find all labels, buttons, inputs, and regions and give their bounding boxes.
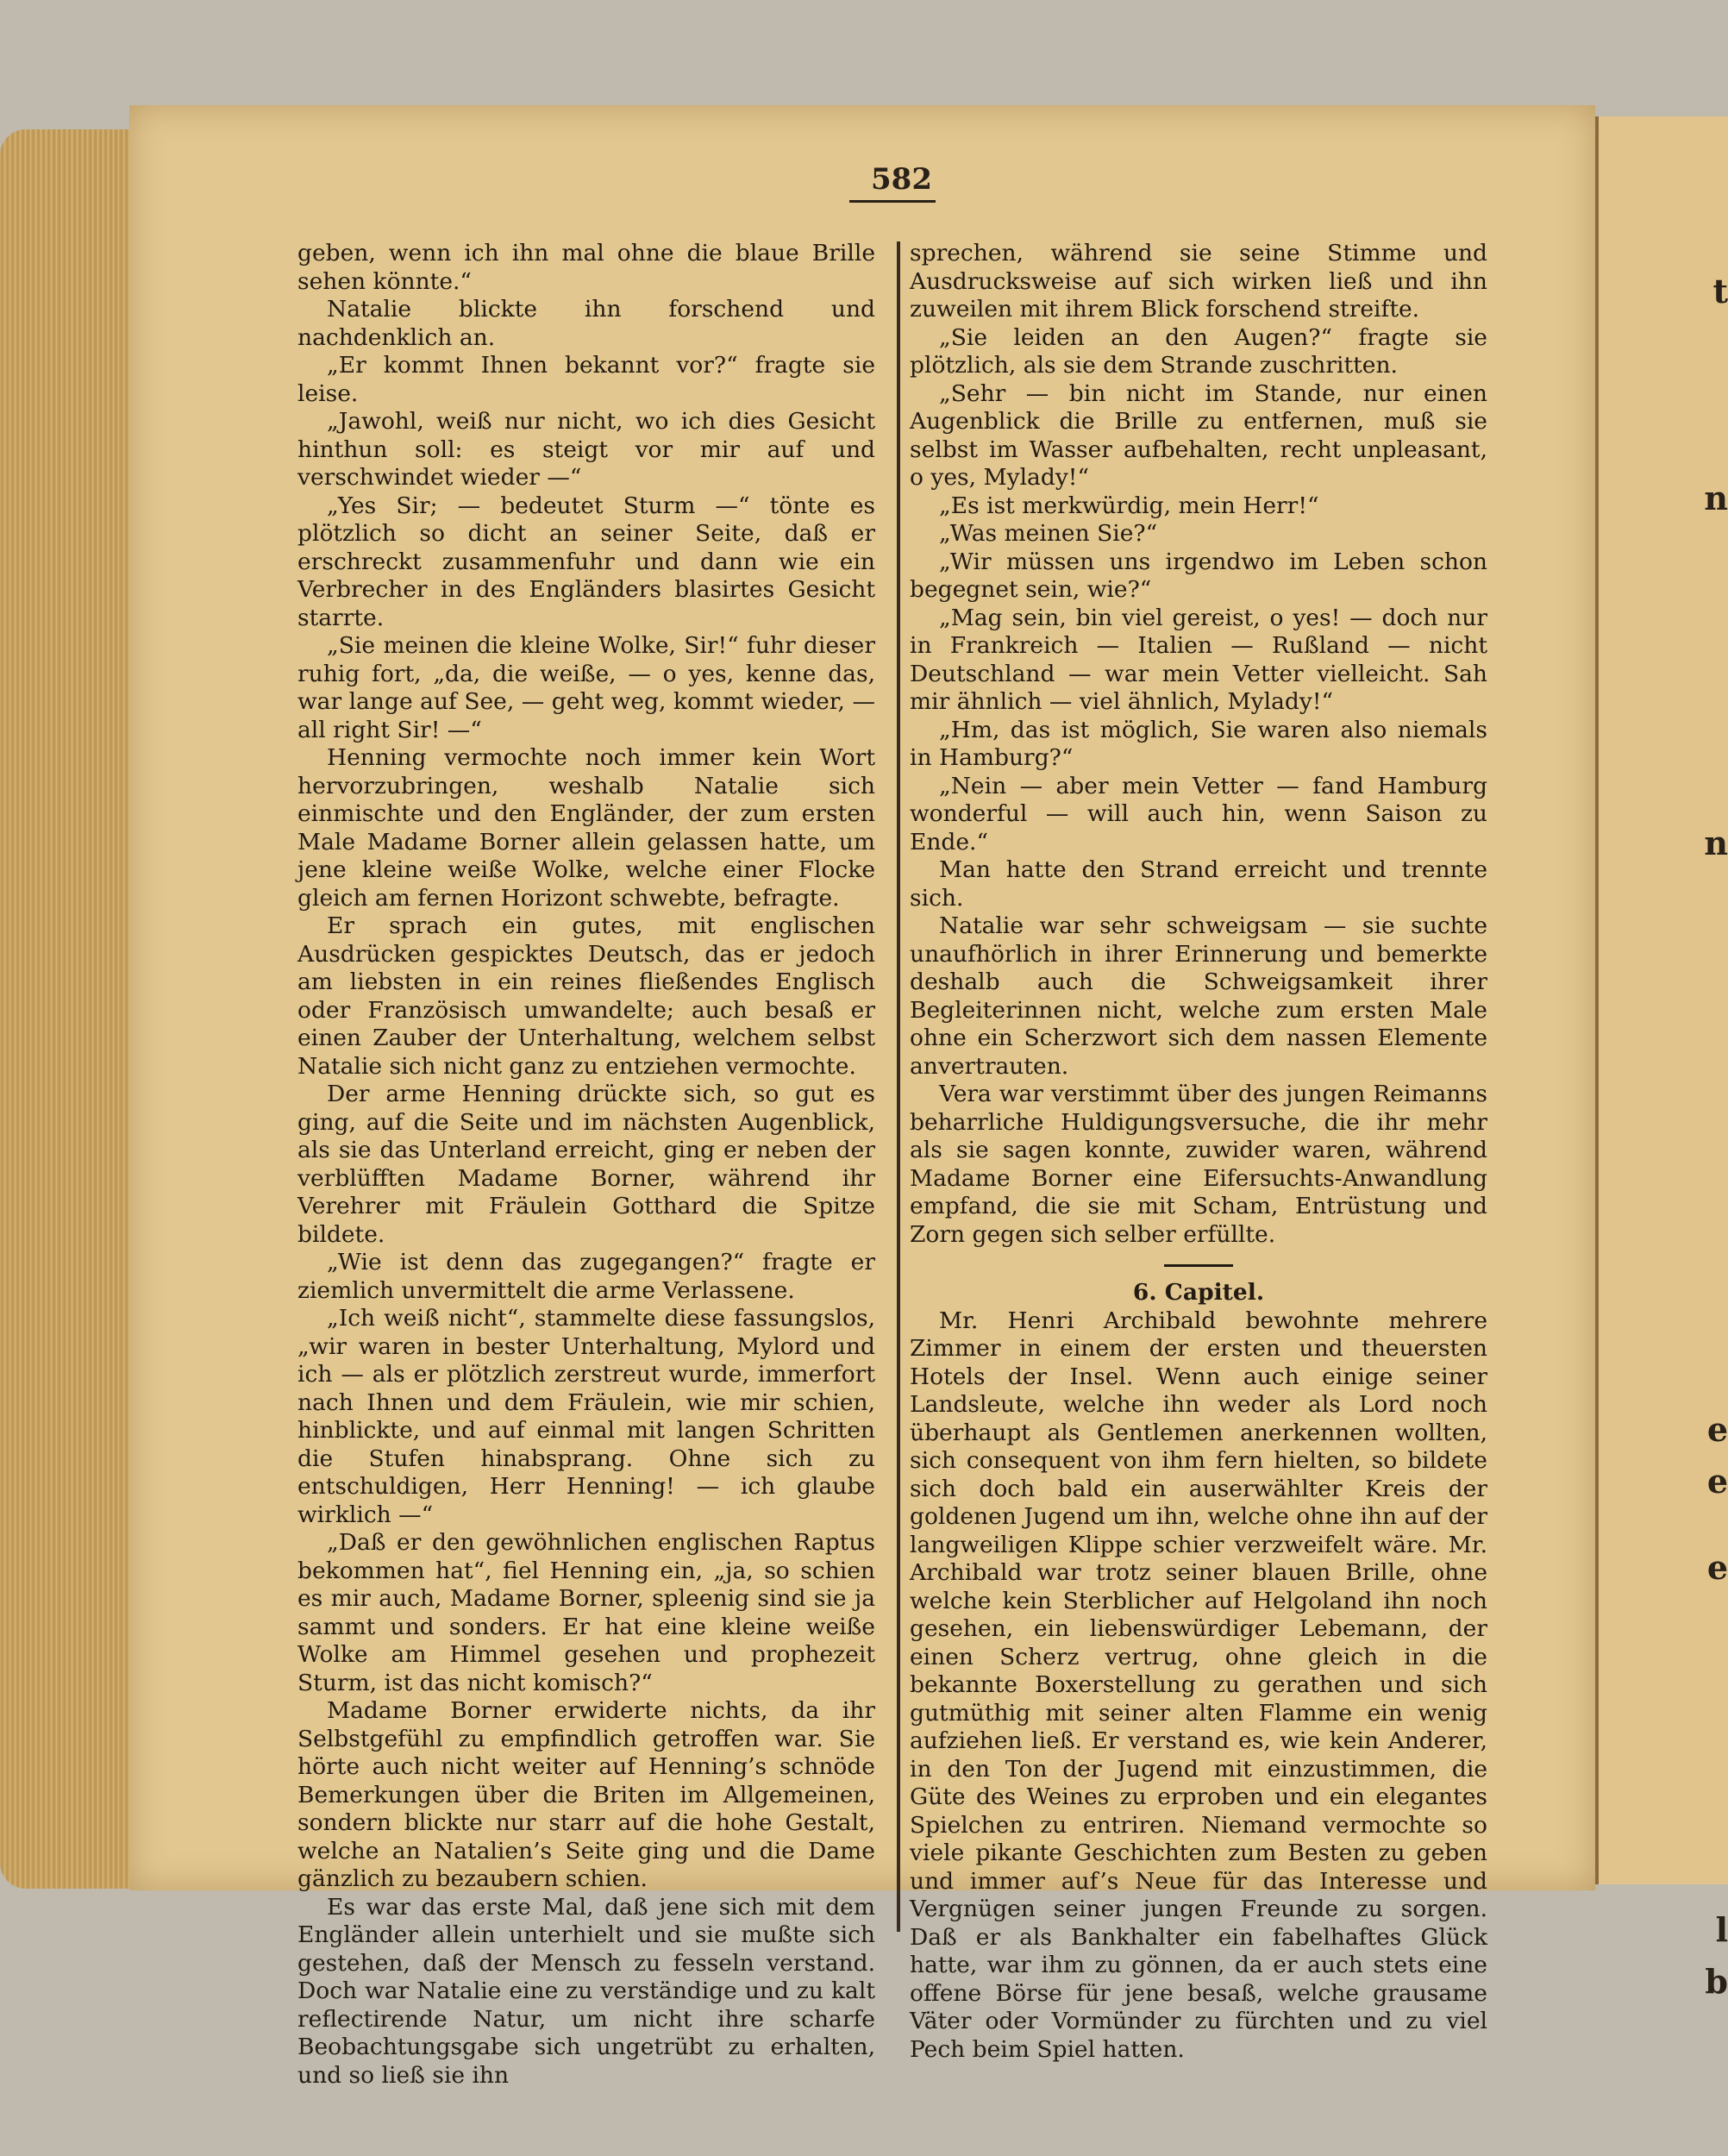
book-page-edges — [0, 129, 129, 1889]
next-page-fragment: e — [1706, 1548, 1728, 1587]
chapter-heading: 6. Capitel. — [1132, 1279, 1265, 1306]
page-number: 582 — [871, 162, 932, 197]
left-column — [297, 240, 875, 2090]
paragraph: Natalie blickte ihn forschend und nachdenklich an. — [297, 296, 875, 351]
paragraph: „Daß er den gewöhnlichen englischen Raptus bekommen hat“, fiel Henning ein, „ja, so schien es mir auch, Madame Borner, spleenig sind sie ja sammt und sonders. Er hat eine kleine weiße Wolke am Himmel gesehen und prophezeit Sturm, ist das nicht komisch?“ — [297, 1529, 875, 1696]
paragraph: „Er kommt Ihnen bekannt vor?“ fragte sie leise. — [297, 352, 875, 407]
next-page-edge — [1595, 116, 1728, 2001]
paragraph: „Wir müssen uns irgendwo im Leben schon begegnet sein, wie?“ — [910, 548, 1487, 603]
paragraph: „Es ist merkwürdig, mein Herr!“ — [939, 492, 1319, 519]
next-page-fragment: l — [1715, 1910, 1728, 1949]
paragraph: „Ich weiß nicht“, stammelte diese fassungslos, „wir waren in bester Unterhaltung, Mylord und ich — als er plötzlich zerstreut wurde, immerfort nach Ihnen und dem Fräulein, wie mir schien, hinblickte, und auf einmal mit langen Schritten die Stufen hinabsprang. Ohne sich zu entschuldigen, Herr Henning! — ich glaube wirklich —“ — [297, 1305, 875, 1528]
paragraph: Es war das erste Mal, daß jene sich mit dem Engländer allein unterhielt und sie mußte sich gestehen, daß der Mensch zu fesseln verstand. Doch war Natalie eine zu verständige und zu kalt reflectirende Natur, um nicht ihre scharfe Beobachtungsgabe sich ungetrübt zu erhalten, und so ließ sie ihn — [297, 1893, 875, 2089]
paragraph: Vera war verstimmt über des jungen Reimanns beharrliche Huldigungsversuche, die ihr mehr als sie sagen konnte, zuwider waren, während Madame Borner eine Eifersuchts-Anwandlung empfand, die sie mit Scham, Entrüstung und Zorn gegen sich selber erfüllte. — [910, 1081, 1487, 1248]
next-page-fragment: e — [1706, 1410, 1728, 1449]
next-page-fragment: t — [1712, 272, 1728, 310]
next-page-fragment: n — [1704, 479, 1728, 517]
paragraph: Er sprach ein gutes, mit englischen Ausdrücken gespicktes Deutsch, das er jedoch am liebsten in ein reines fließendes Englisch oder Französisch umwandelte; auch besaß er einen Zauber der Unterhaltung, welchem selbst Natalie sich nicht ganz zu entziehen vermochte. — [297, 912, 875, 1080]
paragraph: Der arme Henning drückte sich, so gut es ging, auf die Seite und im nächsten Augenblick, als sie das Unterland erreicht, ging er neben der verblüfften Madame Borner, während ihr Verehrer mit Fräulein Gotthard die Spitze bildete. — [297, 1081, 875, 1248]
paragraph: „Wie ist denn das zugegangen?“ fragte er ziemlich unvermittelt die arme Verlassene. — [297, 1249, 875, 1304]
paragraph: „Sehr — bin nicht im Stande, nur einen Augenblick die Brille zu entfernen, muß sie selbst im Wasser aufbehalten, recht unpleasant, o yes, Mylady!“ — [910, 379, 1487, 491]
paragraph: „Jawohl, weiß nur nicht, wo ich dies Gesicht hinthun soll: es steigt vor mir auf und verschwindet wieder —“ — [297, 408, 875, 491]
next-page-fragment: n — [1704, 824, 1728, 862]
paragraph: „Mag sein, bin viel gereist, o yes! — doch nur in Frankreich — Italien — Rußland — nicht Deutschland — war mein Vetter vielleicht. Sah mir ähnlich — viel ähnlich, Mylady!“ — [910, 604, 1487, 715]
next-page-fragment: b — [1705, 1962, 1728, 2001]
paragraph: „Sie meinen die kleine Wolke, Sir!“ fuhr dieser ruhig fort, „da, die weiße, — o yes, kenne das, war lange auf See, — geht weg, kommt wieder, — all right Sir! —“ — [297, 632, 875, 743]
paragraph: „Yes Sir; — bedeutet Sturm —“ tönte es plötzlich so dicht an seiner Seite, daß er erschreckt zusammenfuhr und dann wie ein Verbrecher in des Engländers blasirtes Gesicht starrte. — [297, 492, 875, 631]
paragraph: Mr. Henri Archibald bewohnte mehrere Zimmer in einem der ersten und theuersten Hotels der Insel. Wenn auch einige seiner Landsleute, welche ihn weder als Lord noch überhaupt als Gentlemen anerkennen wollten, sich consequent von ihm fern hielten, so bildete sich doch bald ein auserwählter Kreis der goldenen Jugend um ihn, welche ohne ihn auf der langweiligen Klippe schier verzweifelt wäre. Mr. Archibald war trotz seiner blauen Brille, ohne welche kein Sterblicher auf Helgoland ihn noch gesehen, ein liebenswürdiger Lebemann, der einen Scherz vertrug, ohne gleich in die bekannte Boxerstellung zu gerathen und sich gutmüthig mit seiner alten Flamme ein wenig aufziehen ließ. Er verstand es, wie kein Anderer, in den Ton der Jugend mit einzustimmen, die Güte des Weines zu erproben und ein elegantes Spielchen zu entriren. Niemand vermochte so viele pikante Geschichten zum Besten zu geben und immer auf’s Neue für das Interesse und Vergnügen seiner jungen Freunde zu sorgen. Daß er als Bankhalter ein fabelhaftes Glück hatte, war ihm zu gönnen, da er auch stets eine offene Börse für jene besaß, welche grausame Väter oder Vormünder zu fürchten und zu viel Pech beim Spiel hatten. — [910, 1307, 1487, 2063]
paragraph: „Hm, das ist möglich, Sie waren also niemals in Hamburg?“ — [910, 716, 1487, 771]
paragraph: Natalie war sehr schweigsam — sie suchte unaufhörlich in ihrer Erinnerung und bemerkte deshalb auch die Schweigsamkeit ihrer Begleiterinnen nicht, welche zum ersten Male ohne ein Scherzwort sich dem nassen Elemente anvertrauten. — [910, 912, 1487, 1080]
paragraph: geben, wenn ich ihn mal ohne die blaue Brille sehen könnte.“ — [297, 240, 875, 295]
column-divider — [897, 241, 900, 1932]
section-rule — [1164, 1264, 1233, 1267]
paragraph: Henning vermochte noch immer kein Wort hervorzubringen, weshalb Natalie sich einmischte und den Engländer, der zum ersten Male Madame Borner allein gelassen hatte, um jene kleine weiße Wolke, welche einer Flocke gleich am fernen Horizont schwebte, befragte. — [297, 744, 875, 912]
paragraph: „Sie leiden an den Augen?“ fragte sie plötzlich, als sie dem Strande zuschritten. — [910, 323, 1487, 379]
paragraph: „Was meinen Sie?“ — [939, 520, 1158, 547]
next-page-fragment: e — [1706, 1462, 1728, 1501]
paragraph: Man hatte den Strand erreicht und trennte sich. — [910, 856, 1487, 912]
page-number-rule — [849, 200, 936, 203]
paragraph: sprechen, während sie seine Stimme und Ausdrucksweise auf sich wirken ließ und ihn zuweilen mit ihrem Blick forschend streifte. — [910, 240, 1487, 323]
paragraph: Madame Borner erwiderte nichts, da ihr Selbstgefühl zu empfindlich getroffen war. Sie hörte auch nicht weiter auf Henning’s schnöde Bemerkungen über die Briten im Allgemeinen, sondern blickte nur starr auf die hohe Gestalt, welche an Natalien’s Seite ging und die Dame gänzlich zu bezaubern schien. — [297, 1697, 875, 1892]
right-column — [910, 240, 1487, 2064]
paragraph: „Nein — aber mein Vetter — fand Hamburg wonderful — will auch hin, wenn Saison zu Ende.“ — [910, 772, 1487, 856]
